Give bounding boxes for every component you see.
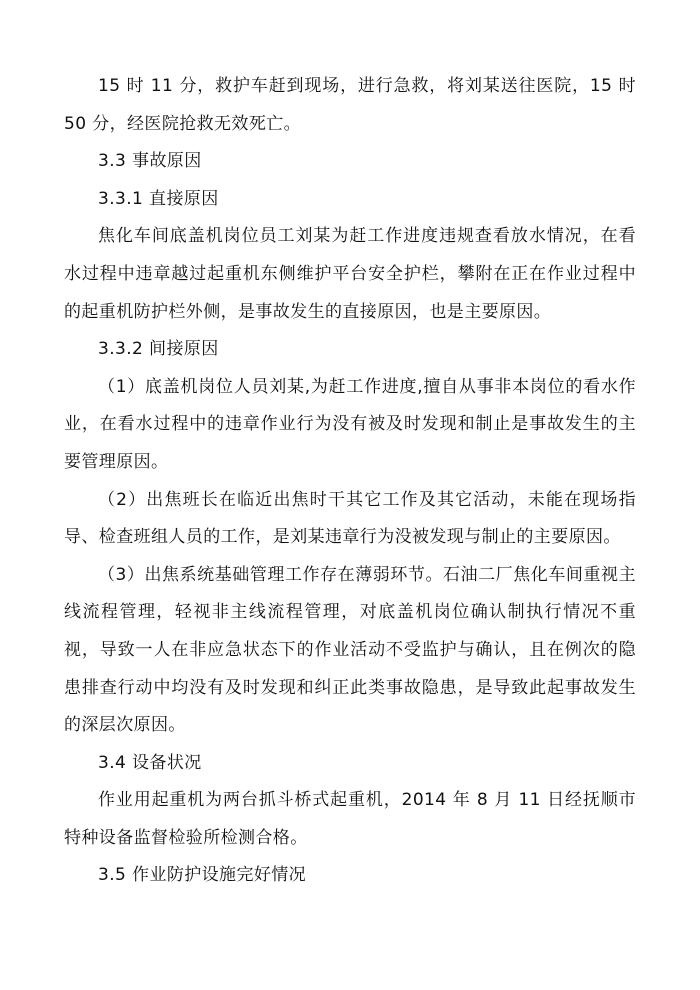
para-indirect-cause-2: （2）出焦班长在临近出焦时干其它工作及其它活动，未能在现场指导、检查班组人员的工作，是刘某违章行为没被发现与制止的主要原因。: [64, 489, 636, 548]
heading-3-4: 3.4 设备状况: [98, 752, 202, 773]
para-indirect-cause-1: （1）底盖机岗位人员刘某,为赶工作进度,擅自从事非本岗位的看水作业，在看水过程中的违章作业行为没有被及时发现和制止是事故发生的主要管理原因。: [64, 376, 636, 472]
para-equipment-status: 作业用起重机为两台抓斗桥式起重机，2014 年 8 月 11 日经抚顺市特种设备监督检验所检测合格。: [64, 790, 636, 848]
para-direct-cause: 焦化车间底盖机岗位员工刘某为赶工作进度违规查看放水情况，在看水过程中违章越过起重机东侧维护平台安全护栏，攀附在正在作业过程中的起重机防护栏外侧，是事故发生的直接原因，也是主要原因。: [64, 226, 636, 322]
heading-3-3: 3.3 事故原因: [98, 151, 202, 172]
document-body: [64, 68, 636, 895]
heading-3-3-2: 3.3.2 间接原因: [98, 339, 219, 360]
para-rescue-time: 15 时 11 分，救护车赶到现场，进行急救，将刘某送往医院，15 时 50 分，经医院抢救无效死亡。: [64, 76, 636, 134]
para-indirect-cause-3: （3）出焦系统基础管理工作存在薄弱环节。石油二厂焦化车间重视主线流程管理，轻视非主线流程管理，对底盖机岗位确认制执行情况不重视，导致一人在非应急状态下的作业活动不受监护与确认，且在例次的隐患排查行动中均没有及时发现和纠正此类事故隐患，是导致此起事故发生的深层次原因。: [64, 564, 636, 736]
heading-3-3-1: 3.3.1 直接原因: [98, 188, 219, 209]
heading-3-5: 3.5 作业防护设施完好情况: [98, 865, 307, 886]
